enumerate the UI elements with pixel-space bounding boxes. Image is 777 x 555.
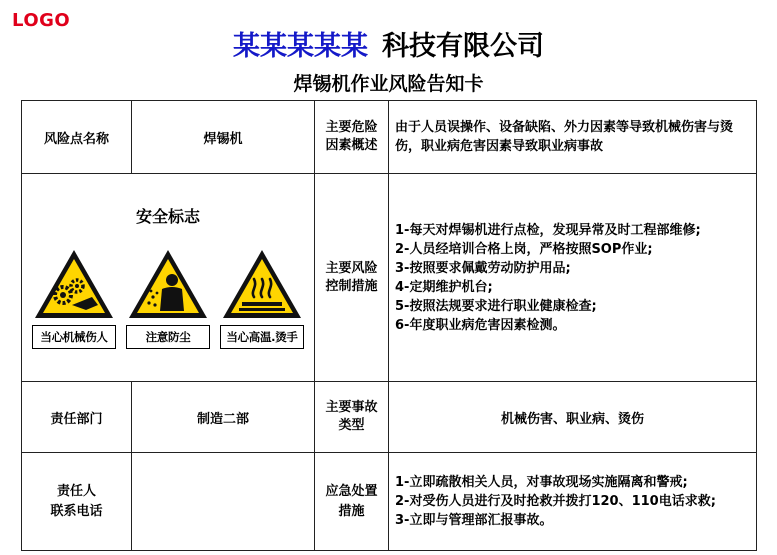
control-measure-item: 5-按照法规要求进行职业健康检查; bbox=[395, 298, 597, 314]
company-title bbox=[0, 24, 777, 63]
sign-dust bbox=[126, 247, 210, 349]
safety-sign-title: 安全标志 bbox=[135, 207, 200, 226]
sign-label: 当心高温.烫手 bbox=[220, 325, 304, 349]
sign-label: 注意防尘 bbox=[126, 325, 210, 349]
dust-warning-icon bbox=[126, 247, 210, 321]
sign-mechanical-injury bbox=[32, 247, 116, 349]
sign-label: 当心机械伤人 bbox=[32, 325, 116, 349]
emergency-measure-item: 3-立即与管理部汇报事故。 bbox=[395, 513, 553, 528]
risk-name-label: 风险点名称 bbox=[22, 101, 132, 174]
person-label: 责任人 联系电话 bbox=[22, 453, 132, 551]
dept-value: 制造二部 bbox=[132, 382, 315, 453]
logo: LOGO bbox=[12, 10, 71, 31]
hazard-label: 主要危险 因素概述 bbox=[315, 101, 389, 174]
risk-name-value: 焊锡机 bbox=[132, 101, 315, 174]
control-label: 主要风险 控制措施 bbox=[315, 174, 389, 382]
hazard-description: 由于人员误操作、设备缺陷、外力因素等导致机械伤害与烫伤，职业病危害因素导致职业病事故 bbox=[389, 101, 757, 174]
emergency-measures bbox=[389, 453, 757, 551]
control-measure-item: 2-人员经培训合格上岗，严格按照SOP作业; bbox=[395, 241, 653, 257]
control-measure-item: 4-定期维护机台; bbox=[395, 279, 493, 295]
sign-high-temperature bbox=[220, 247, 304, 349]
safety-sign-area bbox=[22, 174, 315, 382]
accident-value: 机械伤害、职业病、烫伤 bbox=[389, 382, 757, 453]
gear-hand-warning-icon bbox=[32, 247, 116, 321]
emergency-measure-item: 2-对受伤人员进行及时抢救并拨打120、110电话求救; bbox=[395, 494, 716, 509]
accident-label: 主要事故 类型 bbox=[315, 382, 389, 453]
control-measure-item: 1-每天对焊锡机进行点检，发现异常及时工程部维修; bbox=[395, 222, 701, 238]
control-measures bbox=[389, 174, 757, 382]
emergency-measure-item: 1-立即疏散相关人员，对事故现场实施隔离和警戒; bbox=[395, 475, 688, 490]
person-value bbox=[132, 453, 315, 551]
risk-card-table bbox=[21, 100, 757, 551]
safety-signs bbox=[22, 247, 314, 357]
control-measure-item: 3-按照要求佩戴劳动防护用品; bbox=[395, 260, 571, 276]
company-name-highlight: 某某某某某 bbox=[233, 31, 368, 62]
company-name-suffix: 科技有限公司 bbox=[382, 31, 544, 62]
emergency-label: 应急处置 措施 bbox=[315, 453, 389, 551]
card-subtitle: 焊锡机作业风险告知卡 bbox=[293, 73, 484, 95]
control-measure-item: 6-年度职业病危害因素检测。 bbox=[395, 317, 566, 333]
dept-label: 责任部门 bbox=[22, 382, 132, 453]
hot-surface-warning-icon bbox=[220, 247, 304, 321]
